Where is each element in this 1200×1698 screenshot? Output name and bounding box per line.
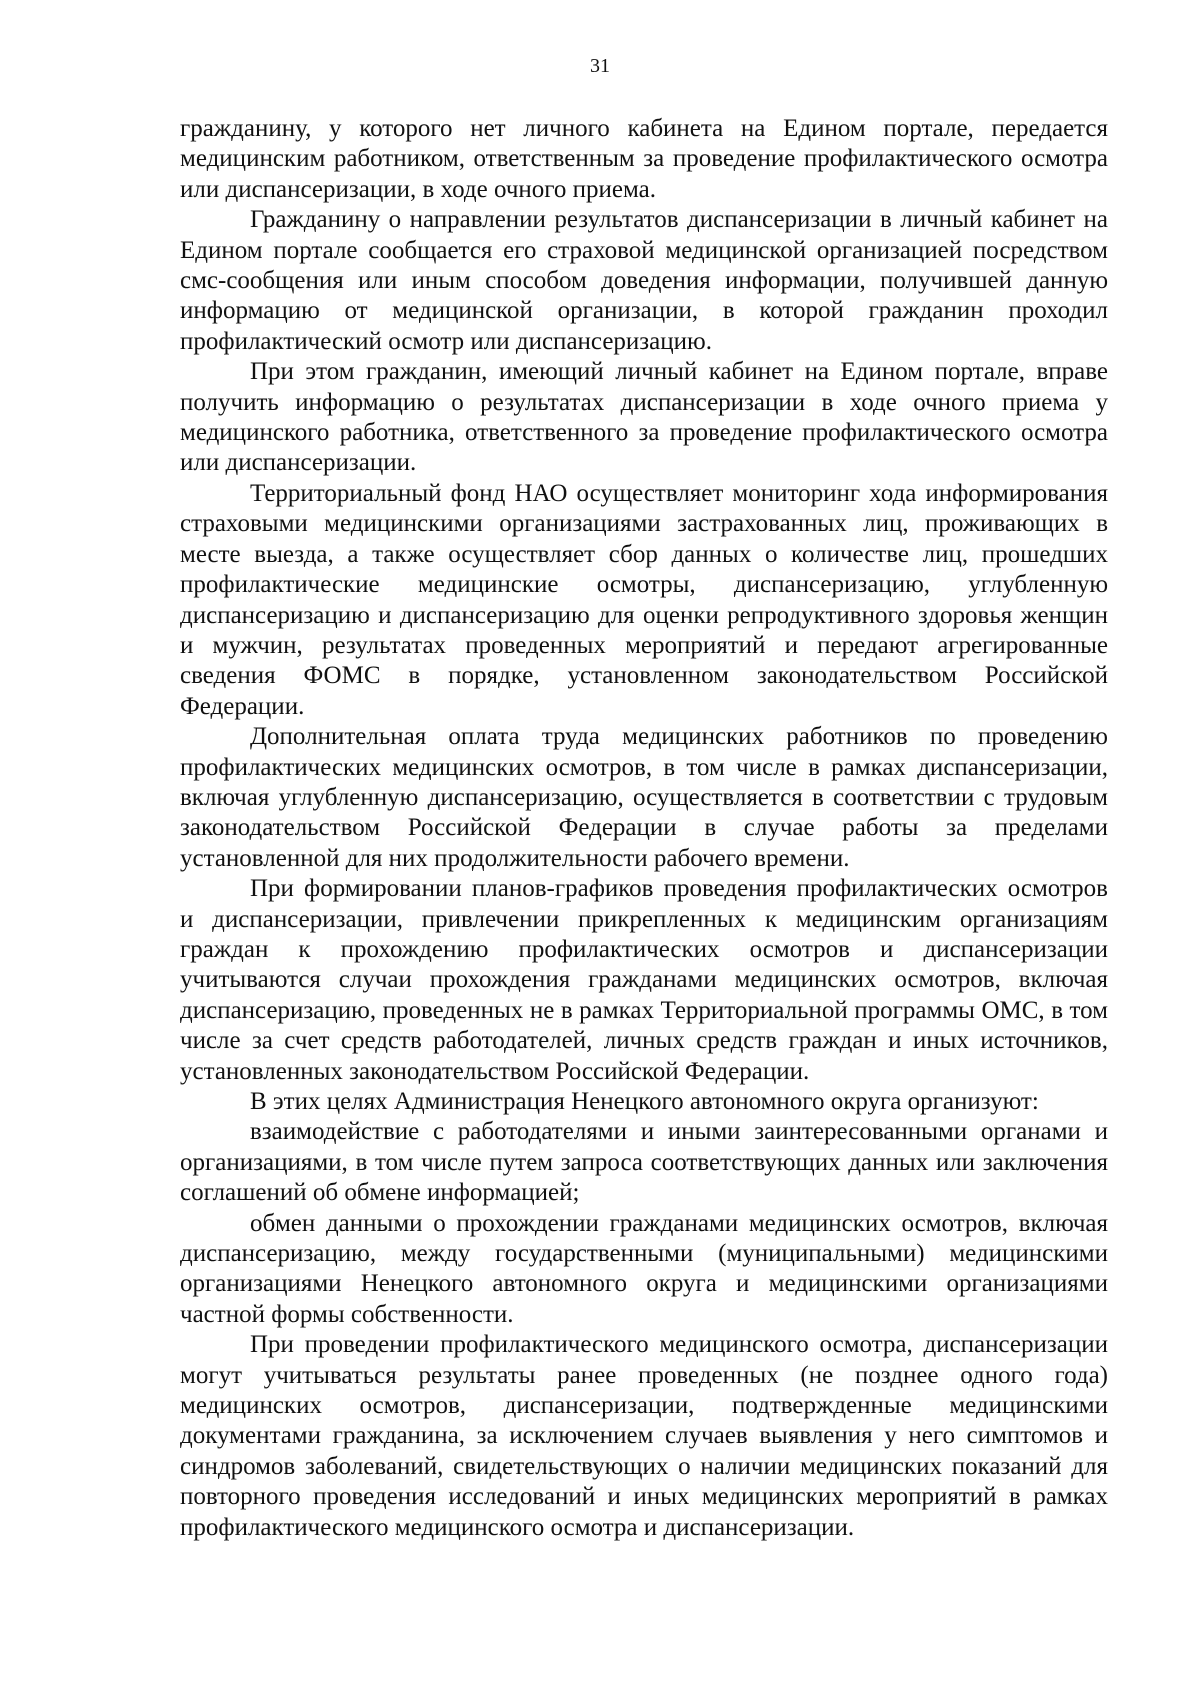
paragraph: Территориальный фонд НАО осуществляет мониторинг хода информирования страховыми медицинскими организациями застрахованных лиц, проживающих в месте выезда, а также осуществляет сбор данных о количестве лиц, прошедших профилактические медицинские осмотры, диспансеризацию, углубленную диспансеризацию и диспансеризацию для оценки репродуктивного здоровья женщин и мужчин, результатах проведенных мероприятий и передают агрегированные сведения ФОМС в порядке, установленном законодательством Российской Федерации.	[180, 479, 1108, 720]
paragraph: При формировании планов-графиков проведения профилактических осмотров и диспансеризации, привлечении прикрепленных к медицинским организациям граждан к прохождению профилактических осмотров и диспансеризации учитываются случаи прохождения гражданами медицинских осмотров, включая диспансеризацию, проведенных не в рамках Территориальной программы ОМС, в том числе за счет средств работодателей, личных средств граждан и иных источников, установленных законодательством Российской Федерации.	[180, 875, 1108, 1085]
paragraph: Дополнительная оплата труда медицинских работников по проведению профилактических медицинских осмотров, в том числе в рамках диспансеризации, включая углубленную диспансеризацию, осуществляется в соответствии с трудовым законодательством Российской Федерации в случае работы за пределами установленной для них продолжительности рабочего времени.	[180, 723, 1108, 872]
paragraph: обмен данными о прохождении гражданами медицинских осмотров, включая диспансеризацию, между государственными (муниципальными) медицинскими организациями Ненецкого автономного округа и медицинскими организациями частной формы собственности.	[180, 1209, 1108, 1328]
paragraph: При проведении профилактического медицинского осмотра, диспансеризации могут учитываться результаты ранее проведенных (не позднее одного года) медицинских осмотров, диспансеризации, подтвержденные медицинскими документами гражданина, за исключением случаев выявления у него симптомов и синдромов заболеваний, свидетельствующих о наличии медицинских показаний для повторного проведения исследований и иных медицинских мероприятий в рамках профилактического медицинского осмотра и диспансеризации.	[180, 1331, 1108, 1541]
paragraph: гражданину, у которого нет личного кабинета на Едином портале, передается медицинским работником, ответственным за проведение профилактического осмотра или диспансеризации, в ходе очного приема.	[180, 115, 1108, 203]
paragraph: Гражданину о направлении результатов диспансеризации в личный кабинет на Едином портале сообщается его страховой медицинской организацией посредством смс-сообщения или иным способом доведения информации, получившей данную информацию от медицинской организации, в которой гражданин проходил профилактический осмотр или диспансеризацию.	[180, 206, 1108, 355]
page-number: 31	[590, 55, 610, 77]
paragraph: взаимодействие с работодателями и иными заинтересованными органами и организациями, в том числе путем запроса соответствующих данных или заключения соглашений об обмене информацией;	[180, 1118, 1108, 1207]
document-body	[180, 114, 1108, 1543]
paragraph: В этих целях Администрация Ненецкого автономного округа организуют:	[250, 1088, 1039, 1115]
paragraph: При этом гражданин, имеющий личный кабинет на Едином портале, вправе получить информацию о результатах диспансеризации в ходе очного приема у медицинского работника, ответственного за проведение профилактического осмотра или диспансеризации.	[180, 358, 1108, 477]
